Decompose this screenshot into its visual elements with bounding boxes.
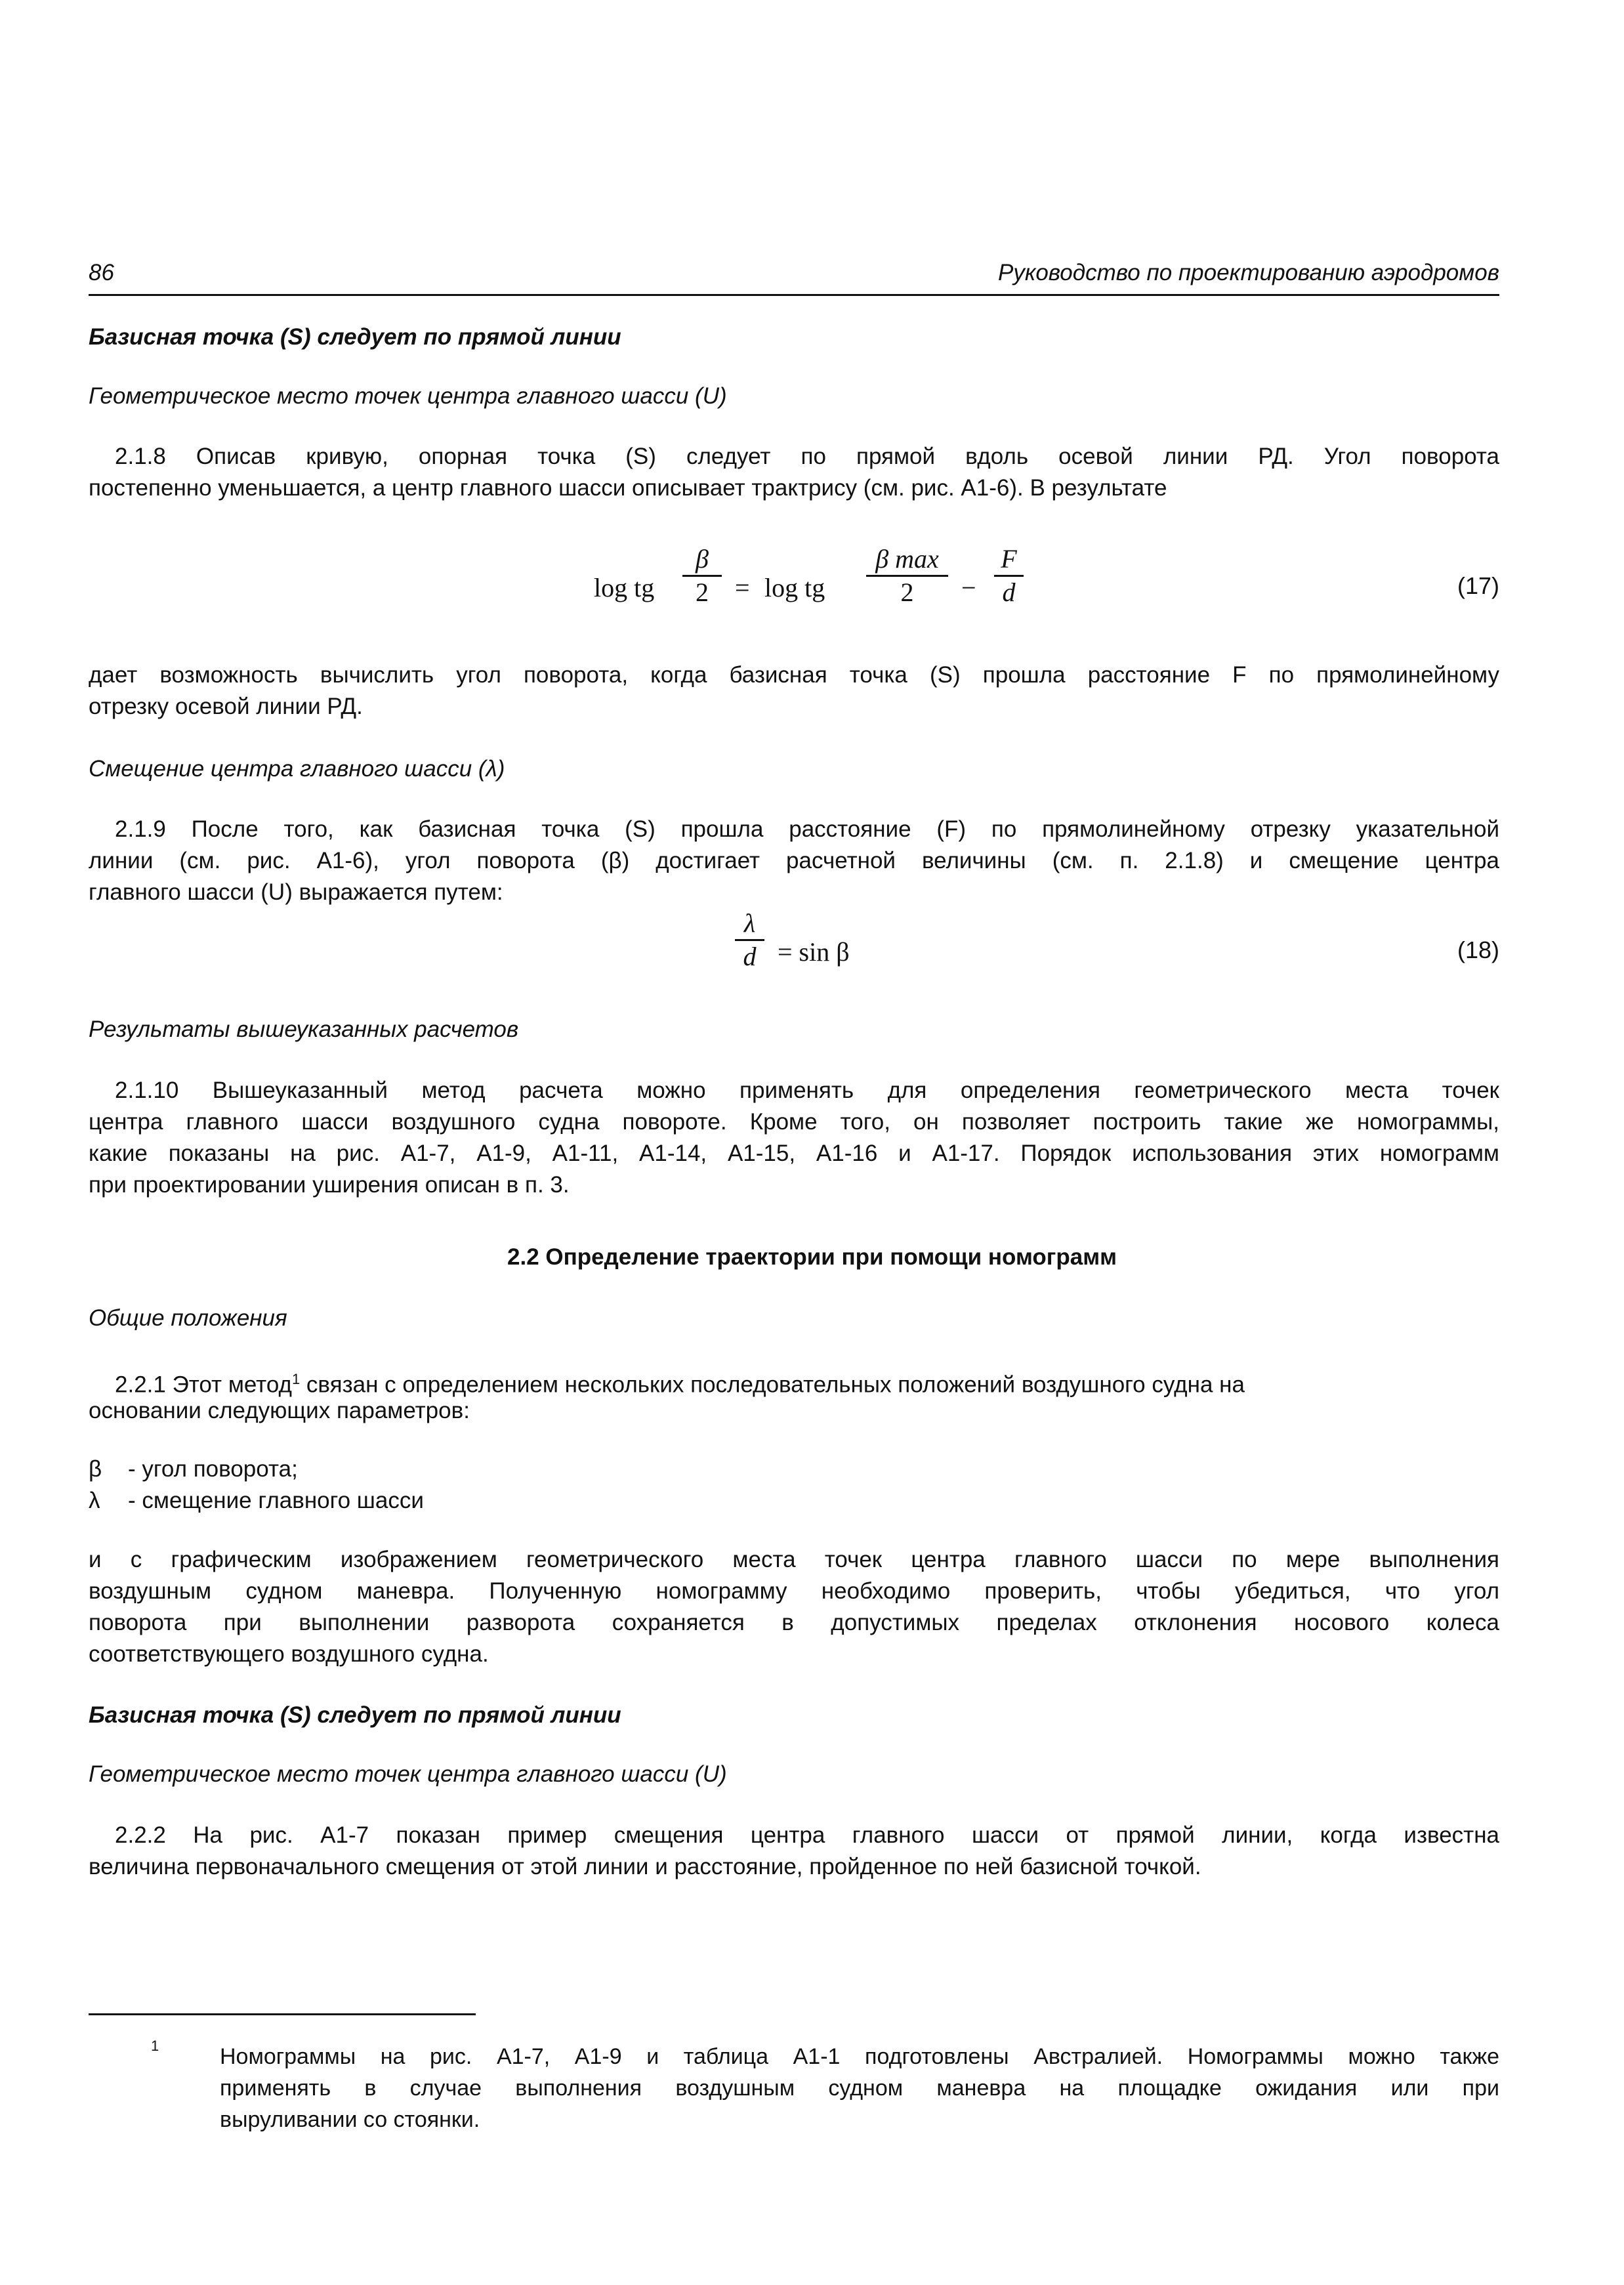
para-2-2-1b-line1: и с графическим изображением геометрического места точек центра главного шасси по мере выполнения: [89, 1547, 1499, 1572]
eq17-bar3: [994, 575, 1024, 577]
eq17-bar2: [866, 575, 948, 577]
eq17-d: d: [1002, 577, 1016, 607]
eq17-log1: log tg: [594, 573, 655, 602]
eq17-equals: =: [735, 573, 750, 602]
heading-reference-point-straight: Базисная точка (S) следует по прямой линии: [89, 324, 621, 350]
param-beta: [89, 1454, 298, 1485]
equation-17: [0, 545, 1624, 637]
eq17-F: F: [1001, 544, 1017, 574]
para-2-1-10-line3: какие показаны на рис. А1-7, А1-9, А1-11, А1-14, А1-15, А1-16 и А1-17. Порядок использования этих номограмм: [89, 1141, 1499, 1166]
param-lambda: [89, 1485, 424, 1517]
eq17-fraction-betamax-2: [866, 545, 948, 607]
footnote-rule: [89, 2013, 476, 2015]
param-lambda-text: - смещение главного шасси: [128, 1488, 424, 1513]
eq17-number: (17): [1457, 572, 1499, 599]
footnote-line3: выруливании со стоянки.: [220, 2107, 480, 2132]
para-2-1-8b-line1: дает возможность вычислить угол поворота, когда базисная точка (S) прошла расстояние F по прямолинейному: [89, 662, 1499, 688]
para-2-1-10-line2: центра главного шасси воздушного судна повороте. Кроме того, он позволяет построить такие же номограммы,: [89, 1109, 1499, 1135]
heading-reference-point-straight-2: Базисная точка (S) следует по прямой линии: [89, 1702, 621, 1728]
para-2-2-2-line2: величина первоначального смещения от этой линии и расстояние, пройденное по ней базисной точкой.: [89, 1854, 1201, 1879]
page-number: 86: [89, 260, 114, 285]
para-2-1-8-line2: постепенно уменьшается, а центр главного шасси описывает трактрису (см. рис. А1-6). В результате: [89, 475, 1167, 501]
header-rule: [89, 294, 1499, 296]
para-2-1-9-line2: линии (см. рис. А1-6), угол поворота (β) достигает расчетной величины (см. п. 2.1.8) и смещение центра: [89, 848, 1499, 873]
running-title: Руководство по проектированию аэродромов: [997, 260, 1499, 285]
eq18-lambda: λ: [743, 908, 756, 938]
heading-general: Общие положения: [89, 1305, 287, 1331]
para-2-1-8b-line2: отрезку осевой линии РД.: [89, 694, 363, 719]
para-2-2-1b-line4: соответствующего воздушного судна.: [89, 1641, 489, 1667]
heading-main-gear-offset: Смещение центра главного шасси (λ): [89, 756, 505, 782]
equation-18: [0, 909, 1624, 988]
eq17-log2: log tg: [764, 573, 825, 602]
eq17-minus: −: [961, 573, 976, 602]
param-beta-symbol: β: [89, 1456, 102, 1482]
eq18-rhs: = sin β: [778, 937, 850, 967]
footnote-mark: 1: [151, 2038, 159, 2054]
para-2-2-2-line1: 2.2.2 На рис. А1-7 показан пример смещения центра главного шасси от прямой линии, когда известна: [115, 1822, 1499, 1848]
eq17-fraction-F-d: [994, 545, 1024, 607]
eq18-bar: [735, 939, 764, 941]
para-2-2-1-text-a: 2.2.1 Этот метод: [115, 1372, 292, 1398]
eq17-beta: β: [696, 544, 709, 574]
param-beta-text: - угол поворота;: [128, 1456, 298, 1482]
footnote-line2: применять в случае выполнения воздушным судном маневра на площадке ожидания или при: [220, 2076, 1499, 2101]
eq17-two-2: 2: [900, 577, 914, 607]
eq18-d: d: [743, 942, 757, 971]
eq17-fraction-beta-2: [682, 545, 722, 607]
para-2-1-9-line1: 2.1.9 После того, как базисная точка (S) прошла расстояние (F) по прямолинейному отрезку указательной: [115, 816, 1499, 842]
param-lambda-symbol: λ: [89, 1488, 100, 1513]
para-2-1-10-line4: при проектировании уширения описан в п. 3.: [89, 1172, 570, 1198]
para-2-2-1b-line3: поворота при выполнении разворота сохраняется в допустимых пределах отклонения носового колеса: [89, 1610, 1499, 1635]
para-2-1-10-line1: 2.1.10 Вышеуказанный метод расчета можно применять для определения геометрического места точек: [115, 1078, 1499, 1103]
footnote-ref: 1: [291, 1371, 301, 1387]
heading-main-gear-locus: Геометрическое место точек центра главного шасси (U): [89, 383, 727, 409]
heading-main-gear-locus-2: Геометрическое место точек центра главного шасси (U): [89, 1761, 727, 1787]
para-2-1-8-line1: 2.1.8 Описав кривую, опорная точка (S) следует по прямой вдоль осевой линии РД. Угол поворота: [115, 444, 1499, 469]
eq17-bar1: [682, 575, 722, 577]
eq17-beta-max: β max: [875, 544, 939, 574]
eq18-number: (18): [1457, 936, 1499, 963]
para-2-1-9-line3: главного шасси (U) выражается путем:: [89, 879, 503, 905]
section-2-2-title: 2.2 Определение траектории при помощи номограмм: [507, 1244, 1117, 1270]
para-2-2-1b-line2: воздушным судном маневра. Полученную номограмму необходимо проверить, чтобы убедиться, что угол: [89, 1578, 1499, 1604]
heading-calculation-results: Результаты вышеуказанных расчетов: [89, 1017, 519, 1042]
eq18-fraction-lambda-d: [735, 909, 764, 971]
footnote-line1: Номограммы на рис. А1-7, А1-9 и таблица А1-1 подготовлены Австралией. Номограммы можно также: [220, 2044, 1499, 2069]
eq17-two: 2: [696, 577, 709, 607]
para-2-2-1-text-b: связан с определением нескольких последовательных положений воздушного судна на: [300, 1372, 1245, 1398]
para-2-2-1-line2: основании следующих параметров:: [89, 1398, 470, 1423]
